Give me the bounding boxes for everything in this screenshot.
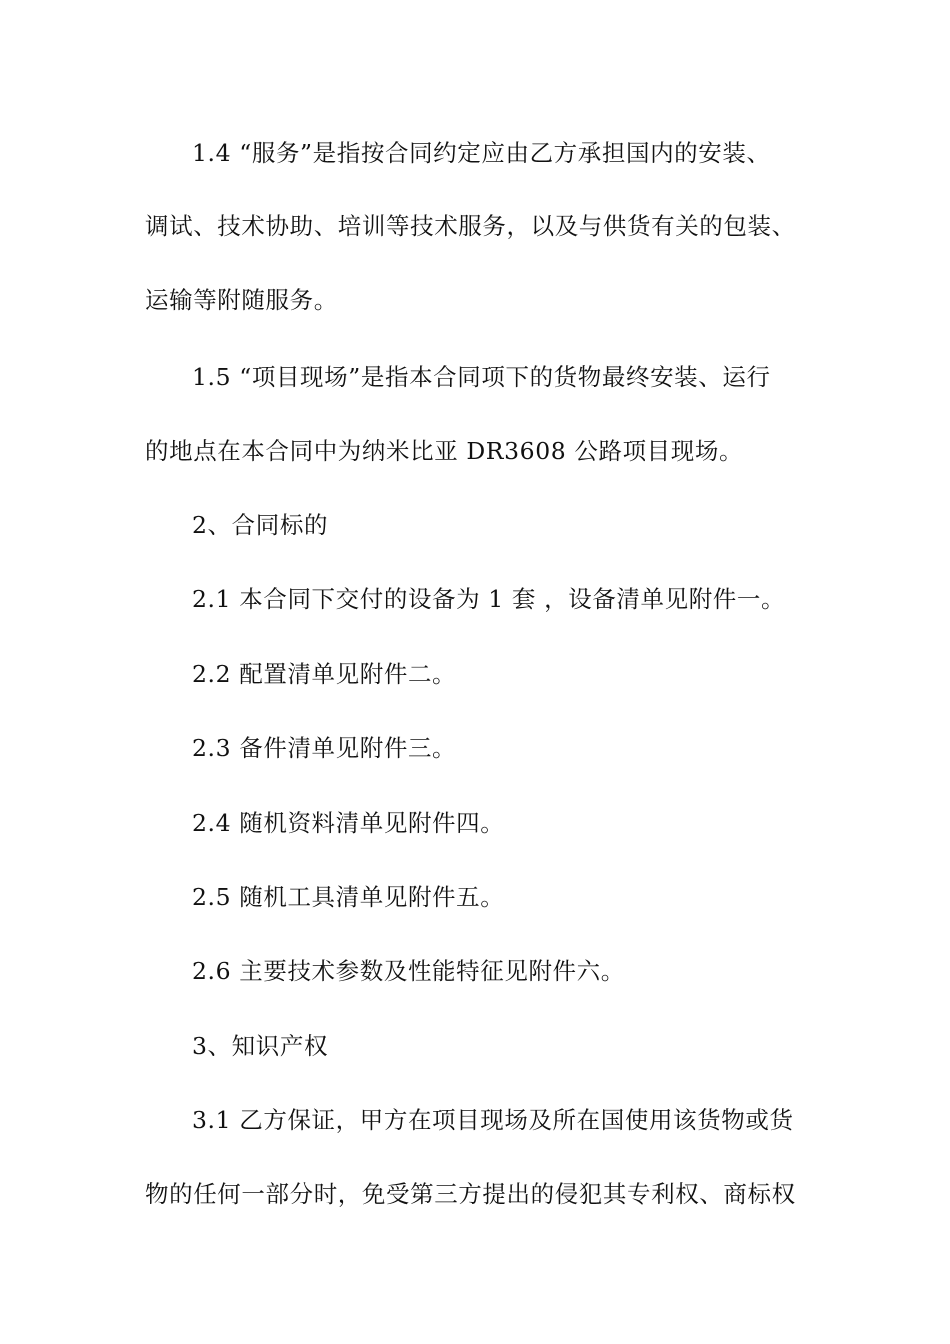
clause-2-1: 2.1 本合同下交付的设备为 1 套 ，设备清单见附件一。: [192, 585, 786, 613]
clause-3-1-line-1: 3.1 乙方保证，甲方在项目现场及所在国使用该货物或货: [192, 1106, 794, 1134]
clause-1-4-line-3: 运输等附随服务。: [145, 286, 338, 314]
clause-2-4: 2.4 随机资料清单见附件四。: [192, 809, 505, 837]
clause-2-2: 2.2 配置清单见附件二。: [192, 660, 457, 688]
clause-1-4-line-2: 调试、技术协助、培训等技术服务，以及与供货有关的包装、: [145, 212, 796, 240]
clause-1-5-line-1: 1.5 “项目现场”是指本合同项下的货物最终安装、运行: [192, 363, 771, 391]
clause-2-6: 2.6 主要技术参数及性能特征见附件六。: [192, 957, 625, 985]
clause-2-3: 2.3 备件清单见附件三。: [192, 734, 457, 762]
clause-2-5: 2.5 随机工具清单见附件五。: [192, 883, 505, 911]
section-2-heading: 2、合同标的: [192, 511, 329, 539]
clause-3-1-line-2: 物的任何一部分时，免受第三方提出的侵犯其专利权、商标权: [145, 1180, 796, 1208]
section-3-heading: 3、知识产权: [192, 1032, 329, 1060]
clause-1-5-line-2: 的地点在本合同中为纳米比亚 DR3608 公路项目现场。: [145, 437, 744, 465]
clause-1-4-line-1: 1.4 “服务”是指按合同约定应由乙方承担国内的安装、: [192, 139, 771, 167]
